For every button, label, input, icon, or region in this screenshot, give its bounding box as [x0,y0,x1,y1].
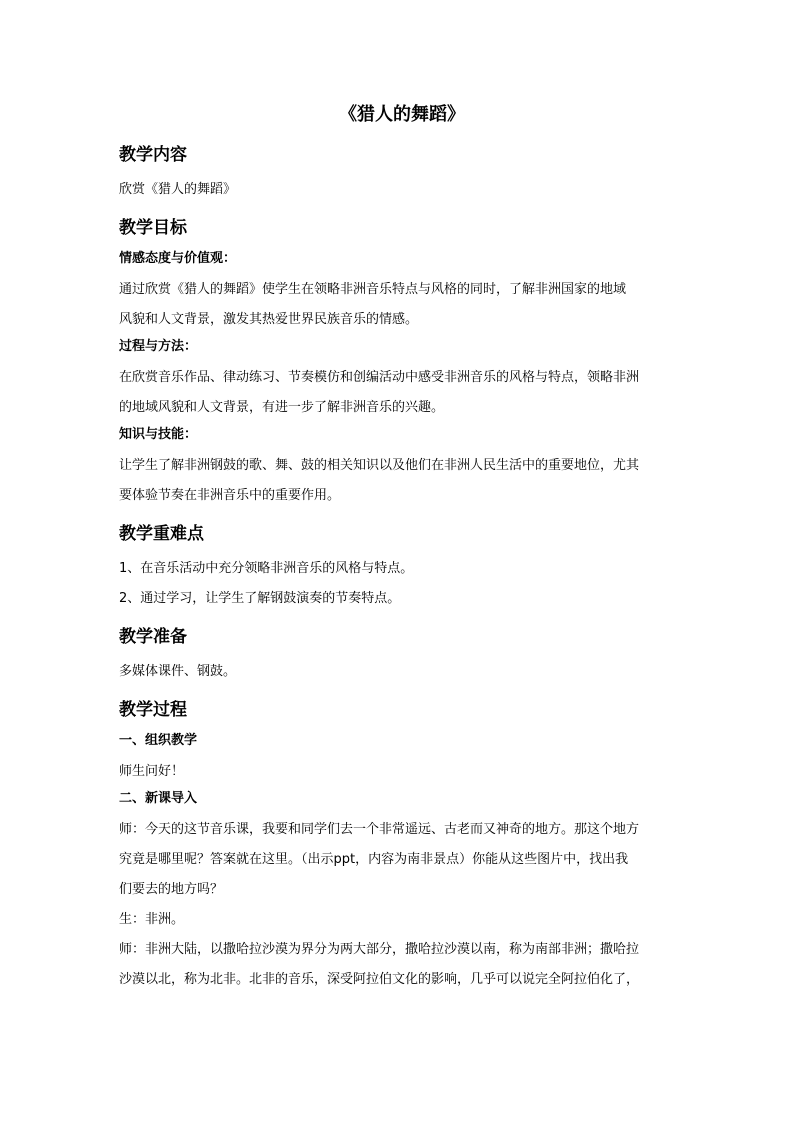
paragraph-line: 师生问好！ [119,764,185,779]
preparation-text: 多媒体课件、钢鼓。 [119,664,237,679]
subheading-attitude: 情感态度与价值观： [119,251,237,266]
subheading-process-method: 过程与方法： [119,339,198,354]
section-heading-content: 教学内容 [119,145,187,165]
paragraph-line: 生：非洲。 [119,912,185,927]
paragraph-line: 究竟是哪里呢？答案就在这里。（出示ppt，内容为南非景点）你能从这些图片中，找出我 [119,852,629,867]
paragraph-line: 师：今天的这节音乐课，我要和同学们去一个非常遥远、古老而又神奇的地方。那这个地方 [119,822,640,837]
subheading-step-2: 二、新课导入 [119,791,198,806]
section-heading-key-points: 教学重难点 [119,524,204,544]
paragraph-line: 的地域风貌和人文背景，有进一步了解非洲音乐的兴趣。 [119,400,445,415]
content-text: 欣赏《猎人的舞蹈》 [119,182,237,197]
paragraph-line: 沙漠以北，称为北非。北非的音乐，深受阿拉伯文化的影响，几乎可以说完全阿拉伯化了， [119,972,640,987]
section-heading-objectives: 教学目标 [119,218,187,238]
subheading-step-1: 一、组织教学 [119,733,198,748]
paragraph-line: 通过欣赏《猎人的舞蹈》使学生在领略非洲音乐特点与风格的同时，了解非洲国家的地域 [119,282,627,297]
paragraph-line: 们要去的地方吗？ [119,882,224,897]
document-body [119,100,679,995]
paragraph-line: 风貌和人文背景，激发其热爱世界民族音乐的情感。 [119,312,419,327]
list-item: 2、通过学习，让学生了解钢鼓演奏的节奏特点。 [119,591,401,606]
paragraph-line: 师：非洲大陆，以撒哈拉沙漠为界分为两大部分，撒哈拉沙漠以南，称为南部非洲；撒哈拉 [119,942,640,957]
paragraph-line: 要体验节奏在非洲音乐中的重要作用。 [119,488,341,503]
list-item: 1、在音乐活动中充分领略非洲音乐的风格与特点。 [119,561,414,576]
section-heading-process: 教学过程 [119,700,187,720]
section-heading-preparation: 教学准备 [119,627,187,647]
subheading-knowledge-skills: 知识与技能： [119,427,198,442]
document-title: 《猎人的舞蹈》 [339,104,465,125]
paragraph-line: 在欣赏音乐作品、律动练习、节奏模仿和创编活动中感受非洲音乐的风格与特点，领略非洲 [119,370,640,385]
paragraph-line: 让学生了解非洲钢鼓的歌、舞、鼓的相关知识以及他们在非洲人民生活中的重要地位，尤其 [119,458,640,473]
